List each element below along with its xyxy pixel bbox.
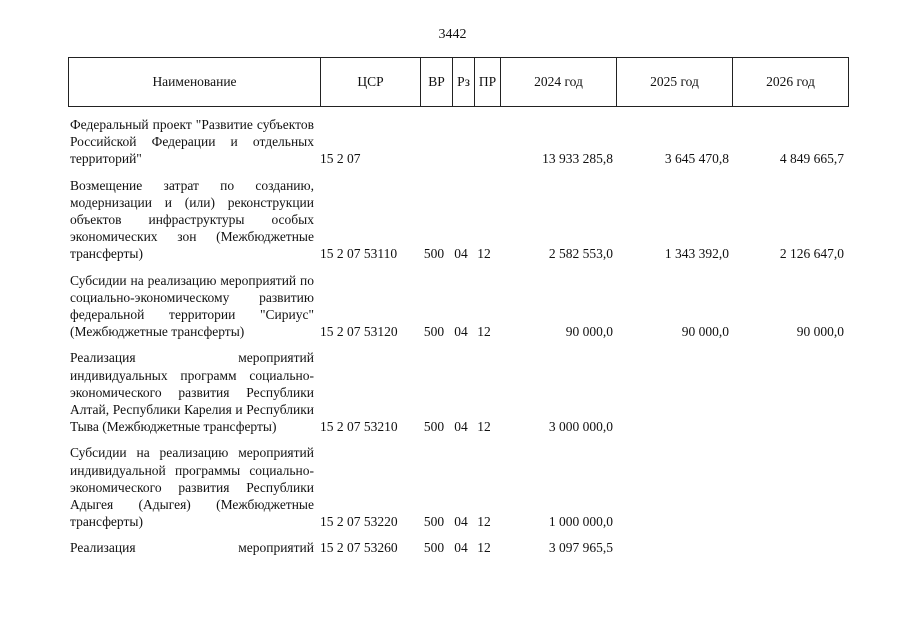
- row-vr: 500: [423, 246, 445, 262]
- row-name: Реализация мероприятий индивидуальных программ социально-экономического развития Республики Алтай, Республики Карелия и Республики Тыва (Межбюджетные трансферты): [70, 350, 314, 435]
- row-name: Субсидии на реализацию мероприятий по социально-экономическому развитию федеральной территории "Сириус" (Межбюджетные трансферты): [70, 272, 314, 340]
- table-row: [68, 349, 854, 435]
- table-row: [68, 539, 854, 556]
- row-name: Субсидии на реализацию мероприятий индивидуальной программы социально-экономического развития Республики Адыгея (Адыгея) (Межбюджетные трансферты): [70, 445, 314, 530]
- header-rz: Рз: [453, 58, 475, 107]
- row-2025: 90 000,0: [681, 324, 729, 340]
- table-row: [68, 116, 854, 168]
- row-rz: 04: [454, 246, 468, 262]
- row-2025: 1 343 392,0: [664, 246, 729, 262]
- row-name: Реализация мероприятий: [70, 540, 314, 556]
- row-2026: 90 000,0: [796, 324, 844, 340]
- row-pr: 12: [477, 419, 491, 435]
- row-2024: 13 933 285,8: [542, 151, 613, 167]
- header-2025: 2025 год: [617, 58, 733, 107]
- page-number: 3442: [438, 27, 467, 42]
- header-csr: ЦСР: [321, 58, 421, 107]
- row-name: Федеральный проект "Развитие субъектов Российской Федерации и отдельных территорий": [70, 117, 314, 167]
- row-2026: 4 849 665,7: [779, 151, 844, 167]
- row-rz: 04: [454, 540, 468, 556]
- header-2026: 2026 год: [733, 58, 849, 107]
- row-vr: 500: [423, 324, 445, 340]
- header-2024: 2024 год: [501, 58, 617, 107]
- row-rz: 04: [454, 324, 468, 340]
- row-2024: 90 000,0: [565, 324, 613, 340]
- row-pr: 12: [477, 514, 491, 530]
- row-rz: 04: [454, 419, 468, 435]
- header-pr: ПР: [475, 58, 501, 107]
- row-pr: 12: [477, 324, 491, 340]
- row-2024: 3 097 965,5: [548, 540, 613, 556]
- row-csr: 15 2 07: [320, 151, 361, 167]
- row-csr: 15 2 07 53260: [320, 540, 398, 556]
- table-row: [68, 444, 854, 530]
- table-row: [68, 177, 854, 263]
- row-2024: 3 000 000,0: [548, 419, 613, 435]
- row-name: Возмещение затрат по созданию, модернизации и (или) реконструкции объектов инфраструктуры особых экономических зон (Межбюджетные трансферты): [70, 177, 314, 262]
- row-rz: 04: [454, 514, 468, 530]
- row-2025: 3 645 470,8: [664, 151, 729, 167]
- header-vr: ВР: [421, 58, 453, 107]
- row-csr: 15 2 07 53120: [320, 324, 398, 340]
- row-vr: 500: [423, 514, 445, 530]
- row-csr: 15 2 07 53110: [320, 246, 398, 262]
- table-row: [68, 272, 854, 341]
- row-vr: 500: [423, 540, 445, 556]
- row-2024: 1 000 000,0: [548, 514, 613, 530]
- row-vr: 500: [423, 419, 445, 435]
- row-csr: 15 2 07 53220: [320, 514, 398, 530]
- row-csr: 15 2 07 53210: [320, 419, 398, 435]
- row-pr: 12: [477, 540, 491, 556]
- row-pr: 12: [477, 246, 491, 262]
- header-name: Наименование: [69, 58, 321, 107]
- table-header: [68, 57, 849, 107]
- row-2026: 2 126 647,0: [779, 246, 844, 262]
- table-body: [68, 116, 854, 566]
- row-2024: 2 582 553,0: [548, 246, 613, 262]
